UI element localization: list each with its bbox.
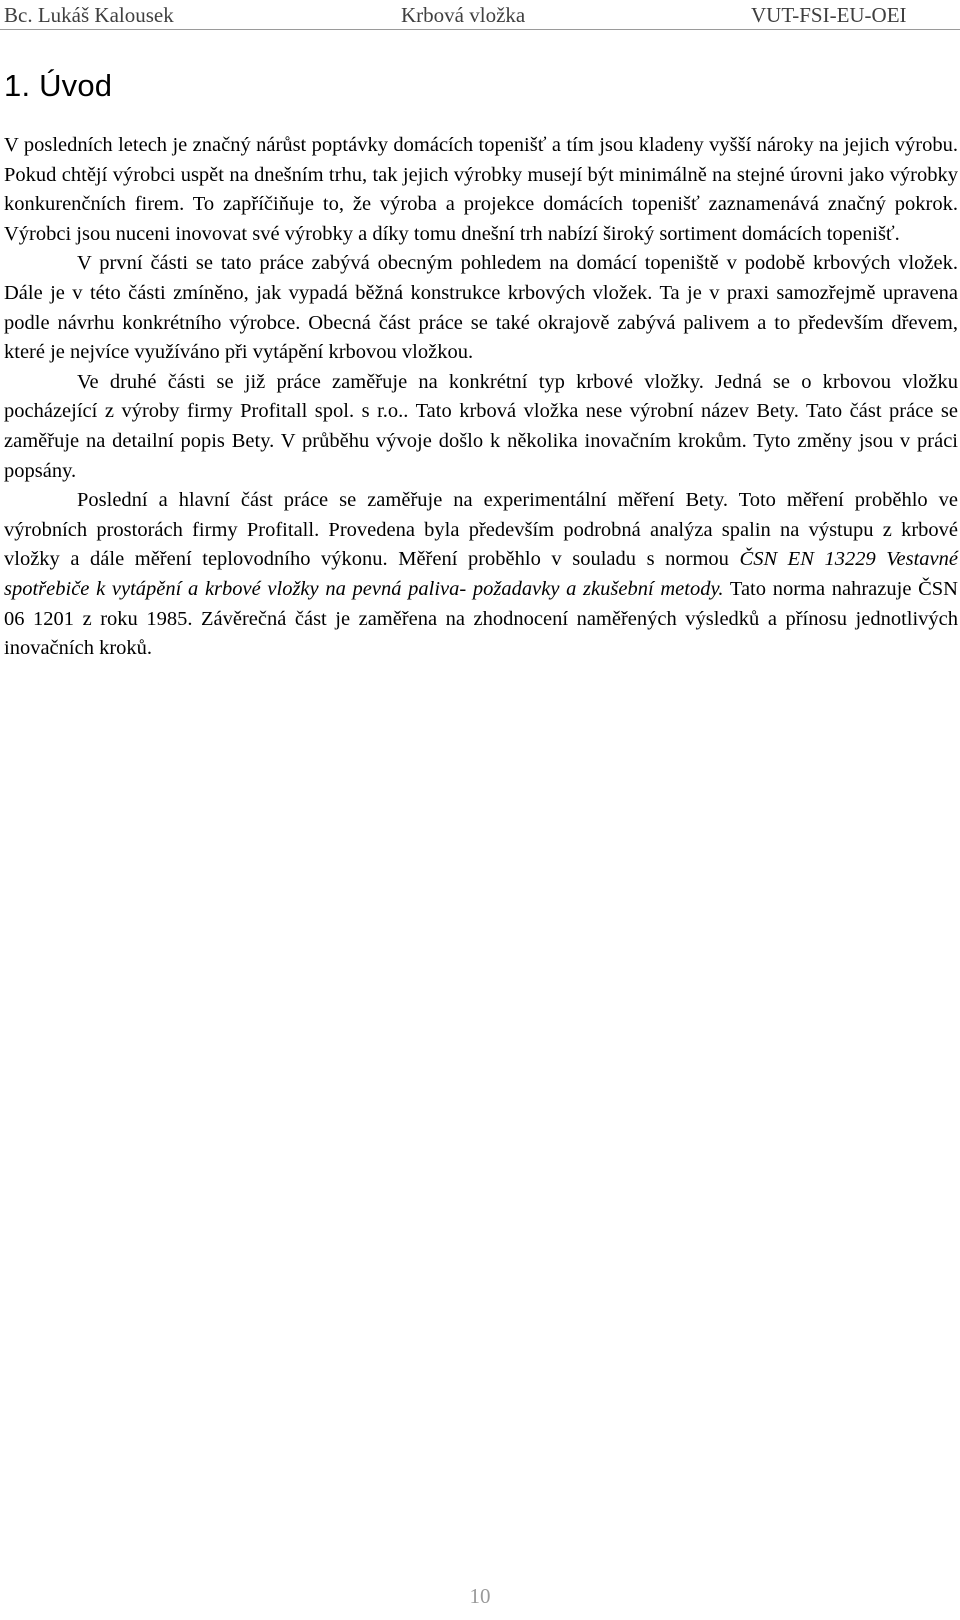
paragraph-final-part-start: Poslední a hlavní část práce se zaměřuje na experimentální měření Bety. Toto měření proběhlo ve výrobních prostorách firmy Profitall. Provedena byla především podrobná analýza spalin na výstupu z krbové vložky a dále měření teplovodního výkonu. Měření proběhlo v souladu s normou <box>4 489 958 571</box>
body-text <box>4 131 958 664</box>
paragraph-intro: V posledních letech je značný nárůst poptávky domácích topenišť a tím jsou kladeny vyšší nároky na jejich výrobu. Pokud chtějí výrobci uspět na dnešním trhu, tak jejich výrobky musejí být minimálně na stejné úrovni jako výrobky konkurenčních firem. To zapříčiňuje to, že výroba a projekce domácích topenišť zaznamenává značný pokrok. Výrobci jsou nuceni inovovat své výrobky a díky tomu dnešní trh nabízí široký sortiment domácích topenišť. <box>4 134 958 245</box>
paragraph-final-part <box>4 486 958 664</box>
paragraph-final-part-end: Tato norma nahrazuje ČSN 06 1201 z roku 1985. Závěrečná část je zaměřena na zhodnocení naměřených výsledků a přínosu jednotlivých inovačních kroků. <box>4 577 958 660</box>
header-divider <box>0 29 960 30</box>
section-heading: 1. Úvod <box>4 68 113 103</box>
header-institution: VUT-FSI-EU-OEI <box>751 3 907 27</box>
page-number: 10 <box>469 1584 491 1608</box>
header-document-title: Krbová vložka <box>401 3 526 27</box>
paragraph-first-part: V první části se tato práce zabývá obecným pohledem na domácí topeniště v podobě krbových vložek. Dále je v této části zmíněno, jak vypadá běžná konstrukce krbových vložek. Ta je v praxi samozřejmě upravena podle návrhu konkrétního výrobce. Obecná část práce se také okrajově zabývá palivem a to především dřevem, které je nejvíce využíváno při vytápění krbovou vložkou. <box>4 252 958 364</box>
running-header <box>0 0 960 30</box>
norm-citation: ČSN EN 13229 Vestavné spotřebiče k vytápění a krbové vložky na pevná paliva- požadavky a zkušební metody. <box>4 548 959 600</box>
paragraph-second-part: Ve druhé části se již práce zaměřuje na konkrétní typ krbové vložky. Jedná se o krbovou vložku pocházející z výroby firmy Profitall spol. s r.o.. Tato krbová vložka nese výrobní název Bety. Tato část práce se zaměřuje na detailní popis Bety. V průběhu vývoje došlo k několika inovačním krokům. Tyto změny jsou v práci popsány. <box>4 370 958 482</box>
header-author: Bc. Lukáš Kalousek <box>4 3 174 27</box>
